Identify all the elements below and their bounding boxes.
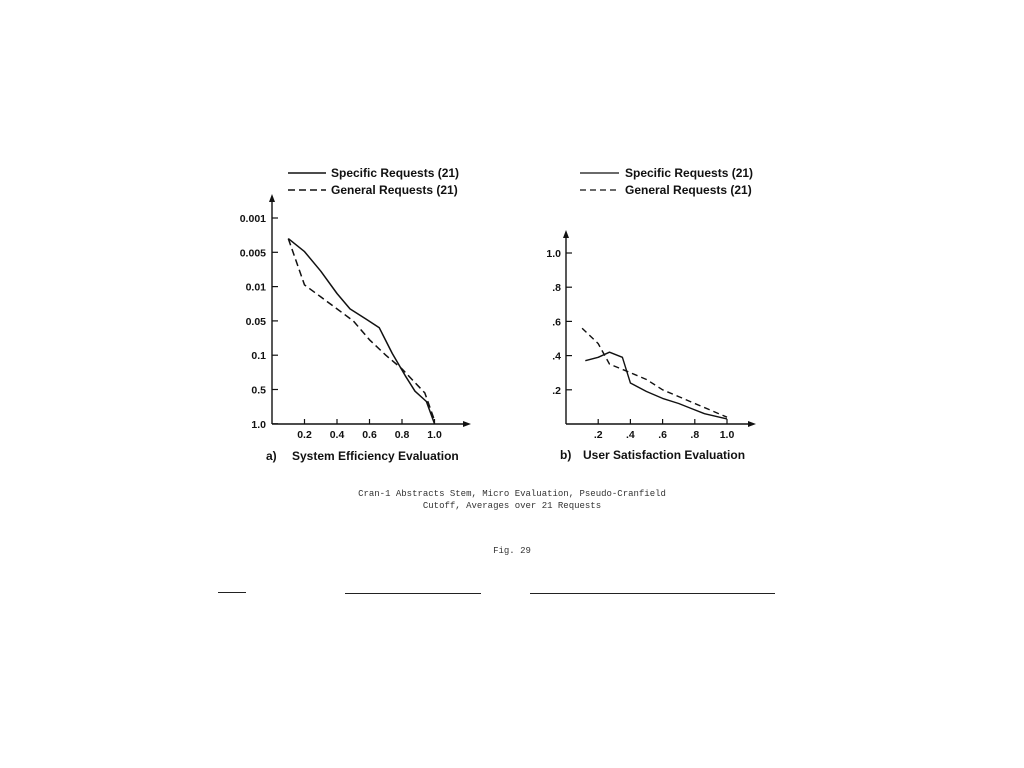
- panel-b-x-tick-label: 1.0: [719, 429, 735, 441]
- panel-a-system-efficiency: [240, 166, 471, 463]
- panel-a-y-tick-label: 1.0: [251, 418, 266, 431]
- panel-b-x-tick-label: .2: [593, 429, 603, 441]
- caption-line-2: Cutoff, Averages over 21 Requests: [422, 501, 602, 511]
- panel-b-x-tick-label: .6: [658, 429, 667, 441]
- footer-rule-left: [218, 592, 246, 593]
- panel-b-y-tick-label: .8: [552, 282, 561, 295]
- panel-a-y-axis-arrow: [269, 194, 275, 202]
- panel-a-title: System Efficiency Evaluation: [292, 449, 459, 463]
- panel-a-y-tick-label: 0.01: [245, 281, 266, 294]
- panel-b-series: [582, 328, 727, 419]
- panel-a-y-tick-label: 0.1: [251, 350, 266, 363]
- panel-a-y-tick-label: 0.05: [245, 315, 266, 328]
- panel-b-x-axis-arrow: [748, 421, 756, 427]
- panel-b-y-ticks: [546, 248, 572, 397]
- panel-a-legend-specific-label: Specific Requests (21): [331, 166, 460, 180]
- panel-a-x-tick-label: 0.8: [394, 429, 410, 441]
- panel-b-y-tick-label: .4: [552, 350, 561, 363]
- panel-a-label: a): [266, 449, 277, 463]
- panel-b-y-tick-label: .2: [552, 384, 561, 397]
- footer-rule-right: [530, 593, 775, 594]
- panel-b-y-tick-label: .6: [552, 316, 561, 329]
- panel-a-y-tick-label: 0.001: [239, 213, 266, 225]
- panel-b-y-tick-label: 1.0: [546, 248, 561, 260]
- caption-line-1: Cran-1 Abstracts Stem, Micro Evaluation, Pseudo-Cranfield: [358, 489, 666, 499]
- panel-a-y-tick-label: 0.5: [251, 384, 266, 397]
- panel-b-user-satisfaction: [546, 166, 756, 462]
- panel-a-series-general-line: [288, 239, 434, 421]
- panel-b-x-tick-label: .4: [626, 429, 635, 441]
- panel-a-x-axis-arrow: [463, 421, 471, 427]
- panel-a-legend: [288, 166, 459, 197]
- panel-b-legend: [580, 166, 753, 197]
- panel-b-x-ticks: [594, 419, 735, 441]
- panel-b-legend-general-label: General Requests (21): [625, 183, 752, 197]
- footer-rule-middle: [345, 593, 481, 594]
- panel-a-x-tick-label: 0.6: [362, 429, 377, 441]
- panel-a-x-tick-label: 0.2: [297, 429, 312, 441]
- figure-label: Fig. 29: [493, 546, 531, 556]
- panel-b-series-general-line: [582, 328, 727, 417]
- panel-b-y-axis-arrow: [563, 230, 569, 238]
- panel-b-x-tick-label: .8: [690, 429, 700, 441]
- panel-a-legend-general-label: General Requests (21): [331, 183, 458, 197]
- panel-a-x-ticks: [297, 419, 442, 441]
- panel-b-legend-specific-label: Specific Requests (21): [625, 166, 754, 180]
- panel-a-x-tick-label: 0.4: [329, 429, 345, 441]
- panel-a-x-tick-label: 1.0: [427, 429, 442, 441]
- panel-a-series: [288, 239, 434, 424]
- panel-b-series-specific-line: [585, 352, 727, 419]
- panel-b-title: User Satisfaction Evaluation: [583, 448, 746, 462]
- panel-a-axes: [269, 194, 471, 427]
- panel-a-y-tick-label: 0.005: [239, 247, 266, 260]
- panel-b-label: b): [560, 448, 572, 462]
